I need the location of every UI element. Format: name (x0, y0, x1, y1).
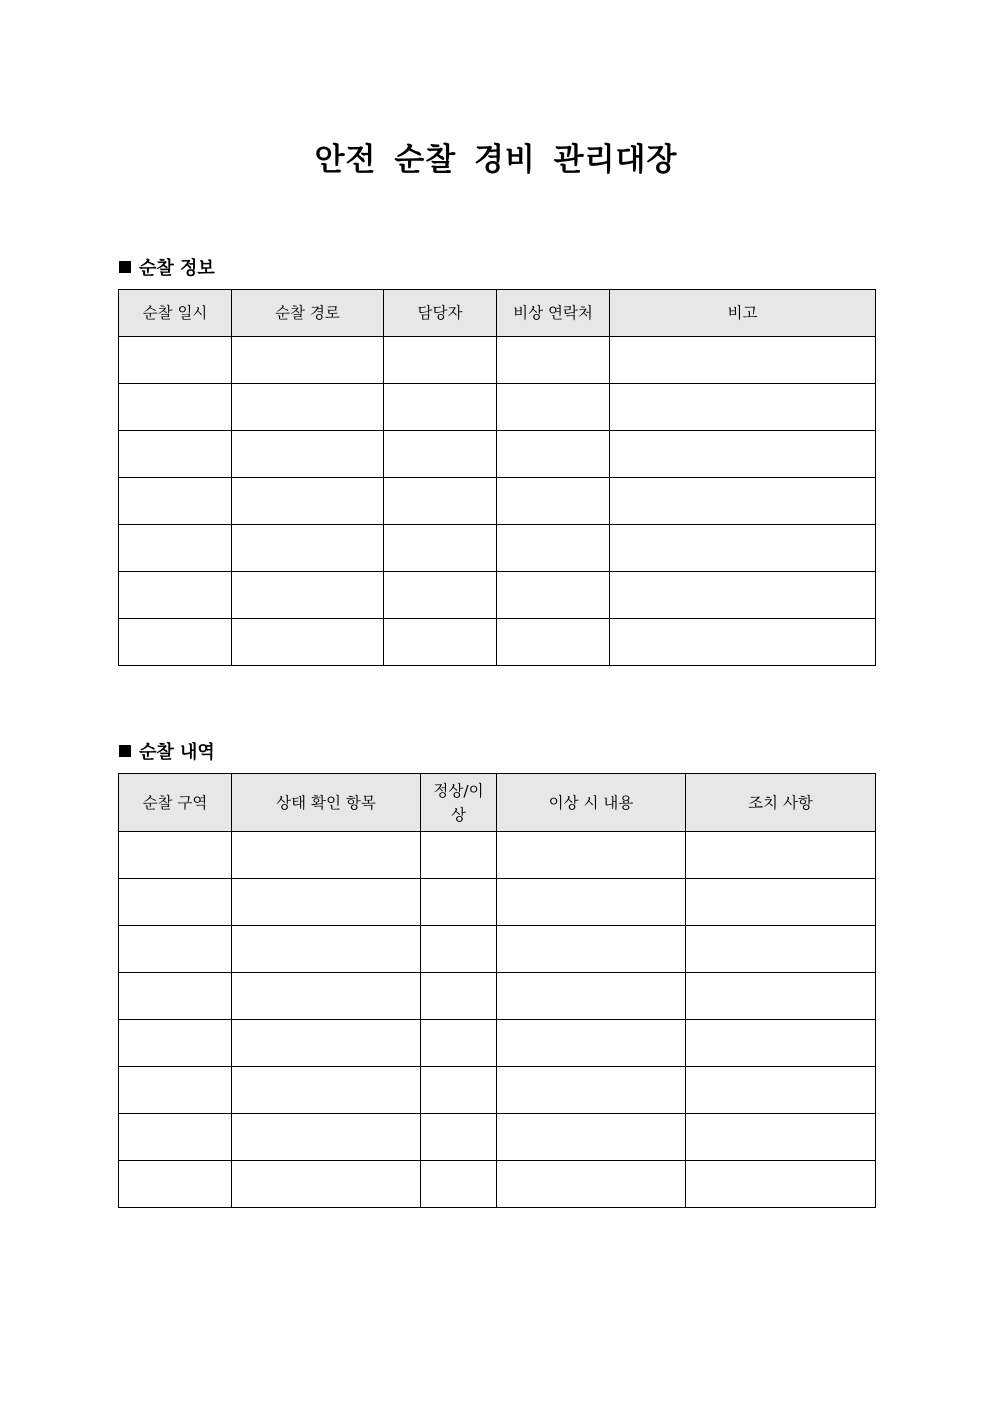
table-cell[interactable] (119, 1114, 232, 1161)
patrol-info-table (118, 289, 876, 666)
table-cell[interactable] (232, 431, 384, 478)
table-cell[interactable] (384, 478, 497, 525)
table-cell[interactable] (686, 879, 876, 926)
table-cell[interactable] (119, 1020, 232, 1067)
table-row (119, 337, 876, 384)
table-cell[interactable] (384, 384, 497, 431)
table-header-row (119, 774, 876, 832)
table-cell[interactable] (421, 926, 497, 973)
table-cell[interactable] (497, 832, 686, 879)
table-row (119, 926, 876, 973)
table-row (119, 1161, 876, 1208)
table-cell[interactable] (610, 525, 876, 572)
table-cell[interactable] (497, 926, 686, 973)
column-header: 순찰 구역 (119, 774, 232, 832)
table-cell[interactable] (610, 337, 876, 384)
table-cell[interactable] (686, 1020, 876, 1067)
black-square-icon (119, 745, 131, 757)
column-header: 비고 (610, 290, 876, 337)
table-cell[interactable] (497, 1161, 686, 1208)
table-cell[interactable] (497, 619, 610, 666)
section-heading-patrol-info (119, 254, 215, 280)
table-cell[interactable] (421, 1114, 497, 1161)
table-row (119, 525, 876, 572)
table-cell[interactable] (497, 572, 610, 619)
table-cell[interactable] (610, 619, 876, 666)
table-cell[interactable] (232, 1020, 421, 1067)
table-cell[interactable] (686, 1114, 876, 1161)
table-cell[interactable] (497, 525, 610, 572)
table-header-row (119, 290, 876, 337)
column-header: 순찰 일시 (119, 290, 232, 337)
table-cell[interactable] (421, 832, 497, 879)
table-cell[interactable] (384, 337, 497, 384)
table-cell[interactable] (232, 619, 384, 666)
table-cell[interactable] (232, 525, 384, 572)
table-cell[interactable] (232, 572, 384, 619)
table-cell[interactable] (497, 1114, 686, 1161)
table-row (119, 1114, 876, 1161)
table-cell[interactable] (497, 973, 686, 1020)
page-title: 안전 순찰 경비 관리대장 (314, 142, 678, 178)
column-header: 담당자 (384, 290, 497, 337)
table-row (119, 1067, 876, 1114)
table-cell[interactable] (610, 384, 876, 431)
column-header: 이상 시 내용 (497, 774, 686, 832)
table-cell[interactable] (497, 431, 610, 478)
table-cell[interactable] (497, 879, 686, 926)
table-cell[interactable] (232, 973, 421, 1020)
table-cell[interactable] (421, 973, 497, 1020)
table-row (119, 572, 876, 619)
table-cell[interactable] (686, 832, 876, 879)
table-cell[interactable] (119, 619, 232, 666)
table-cell[interactable] (421, 1067, 497, 1114)
table-cell[interactable] (686, 973, 876, 1020)
column-header: 순찰 경로 (232, 290, 384, 337)
table-cell[interactable] (610, 431, 876, 478)
table-cell[interactable] (119, 478, 232, 525)
table-cell[interactable] (232, 879, 421, 926)
table-cell[interactable] (119, 879, 232, 926)
table-cell[interactable] (497, 384, 610, 431)
table-cell[interactable] (497, 1020, 686, 1067)
section-heading-label: 순찰 정보 (139, 258, 215, 279)
table-cell[interactable] (497, 337, 610, 384)
table-body (119, 832, 876, 1208)
table-cell[interactable] (232, 478, 384, 525)
table-row (119, 431, 876, 478)
table-cell[interactable] (232, 337, 384, 384)
table-body (119, 337, 876, 666)
table-cell[interactable] (119, 973, 232, 1020)
table-cell[interactable] (232, 384, 384, 431)
table-cell[interactable] (119, 431, 232, 478)
section-heading-patrol-log (119, 738, 215, 764)
table-cell[interactable] (119, 1161, 232, 1208)
table-cell[interactable] (686, 1161, 876, 1208)
table-cell[interactable] (384, 431, 497, 478)
table-cell[interactable] (421, 879, 497, 926)
section-heading-label: 순찰 내역 (139, 742, 215, 763)
table-cell[interactable] (232, 832, 421, 879)
table-cell[interactable] (686, 1067, 876, 1114)
table-row (119, 478, 876, 525)
table-cell[interactable] (232, 1161, 421, 1208)
black-square-icon (119, 261, 131, 273)
table-cell[interactable] (119, 384, 232, 431)
table-cell[interactable] (610, 572, 876, 619)
column-header: 비상 연락처 (497, 290, 610, 337)
table-cell[interactable] (119, 1067, 232, 1114)
table-cell[interactable] (610, 478, 876, 525)
table-row (119, 879, 876, 926)
table-cell[interactable] (119, 572, 232, 619)
table-cell[interactable] (119, 525, 232, 572)
table-cell[interactable] (384, 525, 497, 572)
table-cell[interactable] (421, 1161, 497, 1208)
table-cell[interactable] (384, 619, 497, 666)
table-cell[interactable] (119, 337, 232, 384)
table-cell[interactable] (497, 1067, 686, 1114)
table-cell[interactable] (686, 926, 876, 973)
table-row (119, 619, 876, 666)
column-header: 상태 확인 항목 (232, 774, 421, 832)
column-header: 정상/이상 (421, 774, 497, 832)
table-cell[interactable] (119, 926, 232, 973)
table-cell[interactable] (119, 832, 232, 879)
table-cell[interactable] (232, 926, 421, 973)
table-cell[interactable] (232, 1114, 421, 1161)
table-row (119, 832, 876, 879)
table-row (119, 973, 876, 1020)
table-row (119, 384, 876, 431)
table-cell[interactable] (497, 478, 610, 525)
table-cell[interactable] (384, 572, 497, 619)
table-cell[interactable] (232, 1067, 421, 1114)
column-header: 조치 사항 (686, 774, 876, 832)
table-cell[interactable] (421, 1020, 497, 1067)
patrol-log-table (118, 773, 876, 1208)
table-row (119, 1020, 876, 1067)
